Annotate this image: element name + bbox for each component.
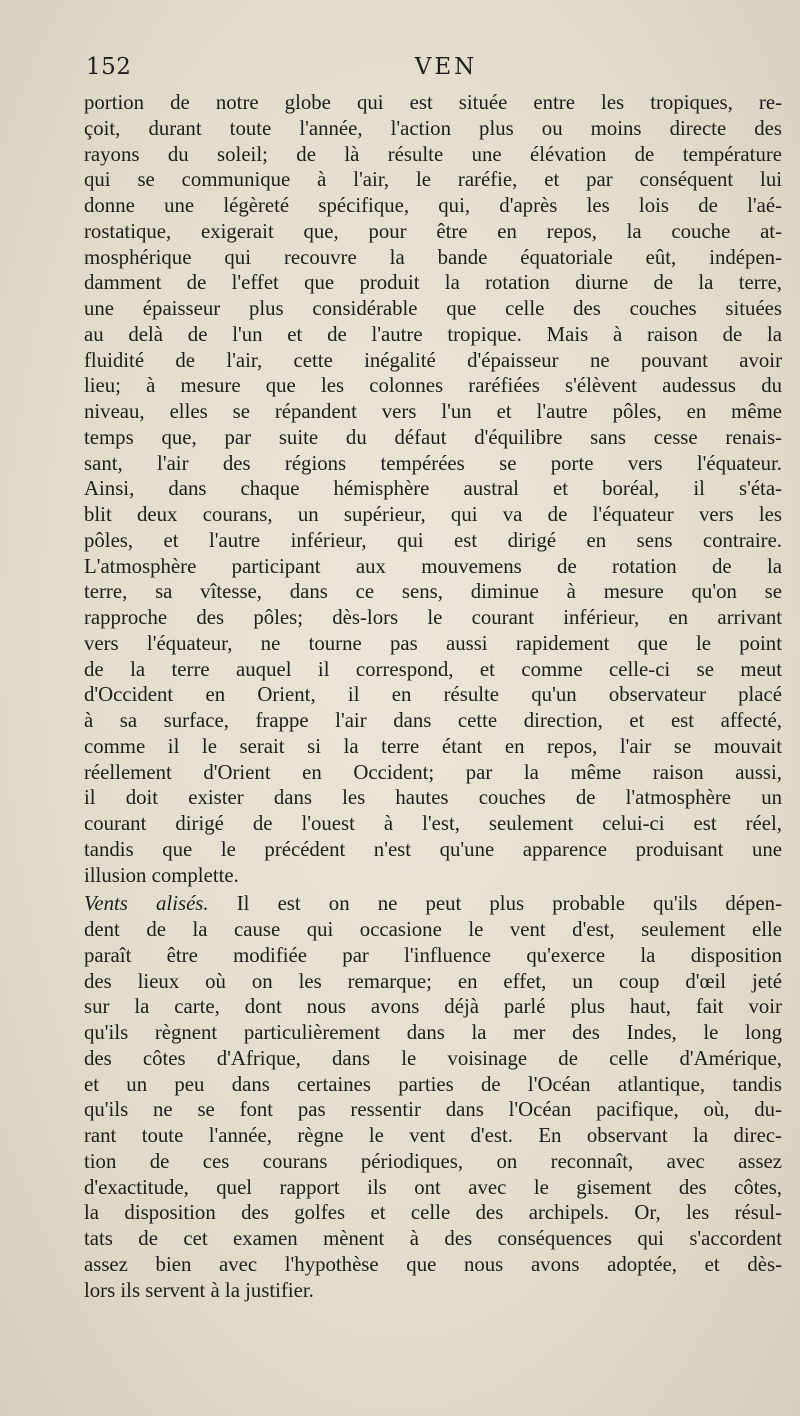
text-line: d'Occident en Orient, il en résulte qu'un observateur placé <box>84 683 782 707</box>
text-line: mosphérique qui recouvre la bande équatoriale eût, indépen- <box>84 245 782 269</box>
text-line: tion de ces courans périodiques, on reconnaît, avec assez <box>84 1149 782 1173</box>
text-line: et un peu dans certaines parties de l'Océan atlantique, tandis <box>84 1072 782 1096</box>
text-line: il doit exister dans les hautes couches de l'atmosphère un <box>84 786 782 810</box>
text-line: courant dirigé de l'ouest à l'est, seulement celui-ci est réel, <box>84 812 782 835</box>
text-line: tandis que le précédent n'est qu'une apparence produisant une <box>84 837 782 861</box>
text-line: de la terre auquel il correspond, et comme celle-ci se meut <box>84 657 782 681</box>
text-line: portion de notre globe qui est située entre les tropiques, re- <box>84 91 782 114</box>
text-line: rostatique, exigerait que, pour être en repos, la couche at- <box>84 219 782 243</box>
text-line: des côtes d'Afrique, dans le voisinage de celle d'Amérique, <box>84 1046 782 1070</box>
text-line: lieu; à mesure que les colonnes raréfiées s'élèvent audessus du <box>84 374 782 398</box>
text-line: qui se communique à l'air, le raréfie, et par conséquent lui <box>84 168 782 192</box>
text-line: une épaisseur plus considérable que celle des couches situées <box>84 297 782 320</box>
text-line: sant, l'air des régions tempérées se porte vers l'équateur. <box>84 451 782 475</box>
text-line: qu'ils règnent particulièrement dans la mer des Indes, le long <box>84 1021 782 1044</box>
text-line: tats de cet examen mènent à des conséquences qui s'accordent <box>84 1227 782 1250</box>
page-header <box>86 54 782 88</box>
text-line: çoit, durant toute l'année, l'action plus ou moins directe des <box>84 116 782 140</box>
text-line: à sa surface, frappe l'air dans cette direction, et est affecté, <box>84 709 782 732</box>
text-line: des lieux où on les remarque; en effet, un coup d'œil jeté <box>84 969 782 993</box>
text-line: vers l'équateur, ne tourne pas aussi rapidement que le point <box>84 631 782 655</box>
text-line: temps que, par suite du défaut d'équilibre sans cesse renais- <box>84 425 782 449</box>
text-line: rant toute l'année, règne le vent d'est. En observant la direc- <box>84 1124 782 1147</box>
text-line: comme il le serait si la terre étant en repos, l'air se mouvait <box>84 734 782 758</box>
page-number: 152 <box>86 54 132 80</box>
text-line: rayons du soleil; de là résulte une élévation de température <box>84 142 782 166</box>
text-line: fluidité de l'air, cette inégalité d'épaisseur ne pouvant avoir <box>84 348 782 372</box>
text-line: pôles, et l'autre inférieur, qui est dirigé en sens contraire. <box>84 528 782 552</box>
text-line: L'atmosphère participant aux mouvemens de rotation de la <box>84 554 782 578</box>
text-line: terre, sa vîtesse, dans ce sens, diminue à mesure qu'on se <box>84 580 782 604</box>
running-head: VEN <box>414 54 478 80</box>
text-line: paraît être modifiée par l'influence qu'exerce la disposition <box>84 943 782 967</box>
text-line: niveau, elles se répandent vers l'un et l'autre pôles, en même <box>84 400 782 423</box>
text-line: damment de l'effet que produit la rotation diurne de la terre, <box>84 271 782 295</box>
text-line: rapproche des pôles; dès-lors le courant inférieur, en arrivant <box>84 606 782 629</box>
paragraph <box>84 90 782 888</box>
text-line: assez bien avec l'hypothèse que nous avons adoptée, et dès- <box>84 1252 782 1276</box>
body-text <box>84 90 782 1303</box>
text-line: sur la carte, dont nous avons déjà parlé plus haut, fait voir <box>84 995 782 1019</box>
text-line-body: Il est on ne peut plus probable qu'ils dépen- <box>208 892 782 916</box>
text-line: Ainsi, dans chaque hémisphère austral et boréal, il s'éta- <box>84 477 782 501</box>
text-line: qu'ils ne se font pas ressentir dans l'Océan pacifique, où, du- <box>84 1098 782 1122</box>
section-lead: Vents alisés. <box>84 892 209 916</box>
text-line: au delà de l'un et de l'autre tropique. Mais à raison de la <box>84 322 782 346</box>
paragraph <box>84 891 782 1303</box>
text-line: d'exactitude, quel rapport ils ont avec le gisement des côtes, <box>84 1175 782 1199</box>
text-line <box>84 891 782 917</box>
text-line: illusion complette. <box>84 863 239 887</box>
text-line: lors ils servent à la justifier. <box>84 1278 314 1302</box>
text-line: blit deux courans, un supérieur, qui va de l'équateur vers les <box>84 503 782 526</box>
text-line: dent de la cause qui occasione le vent d'est, seulement elle <box>84 918 782 941</box>
text-line: réellement d'Orient en Occident; par la même raison aussi, <box>84 760 782 784</box>
text-line: la disposition des golfes et celle des archipels. Or, les résul- <box>84 1201 782 1225</box>
text-line: donne une légèreté spécifique, qui, d'après les lois de l'aé- <box>84 194 782 217</box>
